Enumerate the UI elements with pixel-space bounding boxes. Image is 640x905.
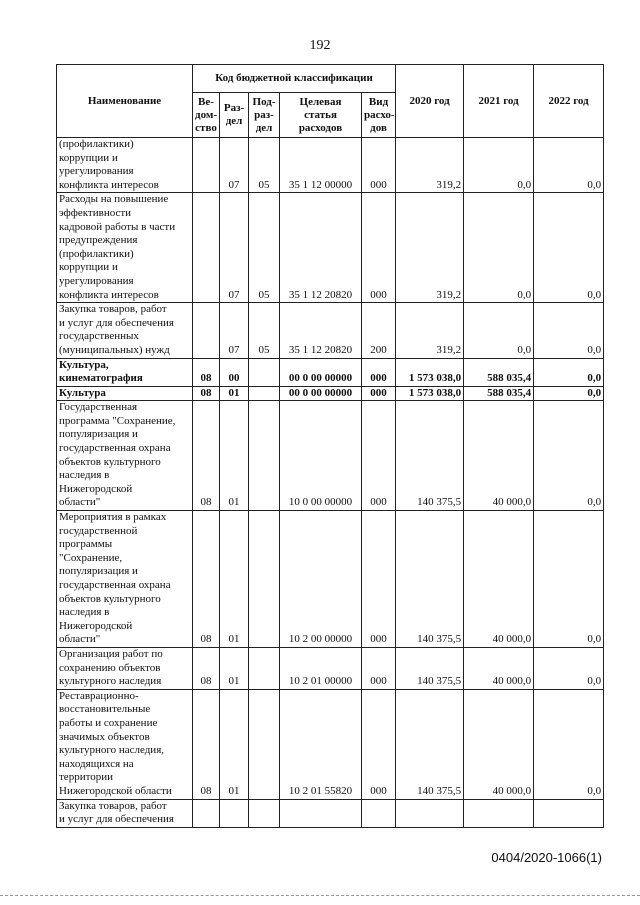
table-row bbox=[57, 303, 604, 358]
header-vedomstvo: Ве- дом- ство bbox=[193, 93, 220, 138]
target-article-cell bbox=[280, 799, 362, 827]
value-2022-cell: 0,0 bbox=[534, 303, 604, 358]
row-name-line: конфликта интересов bbox=[59, 178, 159, 191]
table-row bbox=[57, 358, 604, 386]
razdel-cell: 07 bbox=[220, 303, 249, 358]
value-2022-cell: 0,0 bbox=[534, 193, 604, 303]
value-2020-cell bbox=[396, 799, 464, 827]
expense-type-cell: 000 bbox=[362, 193, 396, 303]
row-name-line: государственная охрана bbox=[59, 579, 171, 591]
value-2020-cell: 140 375,5 bbox=[396, 401, 464, 511]
table-row bbox=[57, 689, 604, 799]
razdel-cell: 07 bbox=[220, 138, 249, 193]
row-name-cell bbox=[57, 303, 193, 358]
podrazdel-cell: 05 bbox=[249, 193, 280, 303]
row-name-line: Культура, bbox=[59, 358, 109, 371]
row-name-line: Нижегородской bbox=[59, 619, 133, 632]
vedomstvo-cell: 08 bbox=[193, 647, 220, 689]
row-name-cell bbox=[57, 799, 193, 827]
row-name-line: работы и сохранение bbox=[59, 716, 158, 729]
row-name-cell bbox=[57, 647, 193, 689]
row-name-line: Организация работ по bbox=[59, 647, 163, 660]
row-name-cell bbox=[57, 358, 193, 386]
table-row bbox=[57, 647, 604, 689]
page-number: 192 bbox=[309, 38, 331, 53]
row-name-line: государственных bbox=[59, 330, 139, 343]
target-article-cell: 10 0 00 00000 bbox=[280, 401, 362, 511]
row-name-line: территории bbox=[59, 771, 114, 784]
header-name: Наименование bbox=[57, 65, 193, 138]
target-article-cell: 00 0 00 00000 bbox=[280, 358, 362, 386]
row-name-line: культурного наследия bbox=[59, 675, 162, 688]
value-2022-cell: 0,0 bbox=[534, 386, 604, 401]
row-name-line: объектов культурного bbox=[59, 455, 161, 468]
row-name-line: и услуг для обеспечения bbox=[59, 813, 174, 826]
row-name-line: Нижегородской области bbox=[59, 784, 172, 797]
row-name-line: Нижегородской bbox=[59, 482, 133, 495]
row-name-line: урегулирования bbox=[59, 165, 134, 178]
header-target-article: Целевая статья расходов bbox=[280, 93, 362, 138]
row-name-cell bbox=[57, 138, 193, 193]
target-article-cell: 35 1 12 00000 bbox=[280, 138, 362, 193]
row-name-line: культурного наследия, bbox=[59, 744, 164, 757]
vedomstvo-cell: 08 bbox=[193, 401, 220, 511]
row-name-line: государственной bbox=[59, 524, 138, 537]
row-name-line: кадровой работы в части bbox=[59, 220, 176, 233]
target-article-cell: 00 0 00 00000 bbox=[280, 386, 362, 401]
value-2021-cell: 588 035,4 bbox=[464, 358, 534, 386]
value-2022-cell: 0,0 bbox=[534, 358, 604, 386]
row-name-line: области" bbox=[59, 496, 101, 509]
header-2020: 2020 год bbox=[396, 65, 464, 138]
budget-table bbox=[56, 64, 604, 828]
vedomstvo-cell: 08 bbox=[193, 358, 220, 386]
bottom-divider bbox=[0, 895, 640, 896]
expense-type-cell: 000 bbox=[362, 358, 396, 386]
razdel-cell: 07 bbox=[220, 193, 249, 303]
row-name-line: сохранению объектов bbox=[59, 661, 161, 674]
row-name-line: наследия в bbox=[59, 606, 110, 619]
vedomstvo-cell: 08 bbox=[193, 689, 220, 799]
podrazdel-cell bbox=[249, 799, 280, 827]
expense-type-cell: 000 bbox=[362, 511, 396, 648]
row-name-line: коррупции и bbox=[59, 261, 118, 274]
header-razdel: Раз- дел bbox=[220, 93, 249, 138]
expense-type-cell: 000 bbox=[362, 689, 396, 799]
value-2021-cell bbox=[464, 799, 534, 827]
row-name-line: (профилактики) bbox=[59, 138, 134, 150]
expense-type-cell bbox=[362, 799, 396, 827]
value-2021-cell: 40 000,0 bbox=[464, 401, 534, 511]
expense-type-cell: 000 bbox=[362, 401, 396, 511]
row-name-line: Расходы на повышение bbox=[59, 193, 169, 206]
value-2022-cell: 0,0 bbox=[534, 511, 604, 648]
row-name-line: предупреждения bbox=[59, 234, 138, 247]
expense-type-cell: 000 bbox=[362, 386, 396, 401]
table-row bbox=[57, 138, 604, 193]
value-2020-cell: 140 375,5 bbox=[396, 647, 464, 689]
header-expense-type: Вид расхо- дов bbox=[362, 93, 396, 138]
value-2022-cell: 0,0 bbox=[534, 689, 604, 799]
row-name-line: Реставрационно- bbox=[59, 689, 139, 702]
value-2021-cell: 40 000,0 bbox=[464, 511, 534, 648]
podrazdel-cell bbox=[249, 401, 280, 511]
header-2021: 2021 год bbox=[464, 65, 534, 138]
row-name-line: урегулирования bbox=[59, 274, 134, 287]
value-2022-cell bbox=[534, 799, 604, 827]
row-name-line: восстановительные bbox=[59, 703, 151, 716]
table-row bbox=[57, 193, 604, 303]
podrazdel-cell bbox=[249, 511, 280, 648]
row-name-cell bbox=[57, 386, 193, 401]
row-name-line: конфликта интересов bbox=[59, 288, 159, 301]
row-name-cell bbox=[57, 511, 193, 648]
value-2020-cell: 140 375,5 bbox=[396, 689, 464, 799]
target-article-cell: 10 2 01 00000 bbox=[280, 647, 362, 689]
razdel-cell: 01 bbox=[220, 689, 249, 799]
vedomstvo-cell bbox=[193, 799, 220, 827]
value-2021-cell: 40 000,0 bbox=[464, 689, 534, 799]
podrazdel-cell bbox=[249, 358, 280, 386]
row-name-line: популяризация и bbox=[59, 565, 138, 578]
vedomstvo-cell: 08 bbox=[193, 386, 220, 401]
value-2021-cell: 40 000,0 bbox=[464, 647, 534, 689]
vedomstvo-cell: 08 bbox=[193, 511, 220, 648]
row-name-line: области" bbox=[59, 633, 101, 646]
row-name-line: (профилактики) bbox=[59, 247, 134, 260]
razdel-cell: 01 bbox=[220, 401, 249, 511]
row-name-line: программы bbox=[59, 538, 113, 551]
row-name-line: коррупции и bbox=[59, 151, 118, 164]
value-2020-cell: 319,2 bbox=[396, 303, 464, 358]
expense-type-cell: 000 bbox=[362, 138, 396, 193]
row-name-line: "Сохранение, bbox=[59, 551, 123, 564]
row-name-line: значимых объектов bbox=[59, 730, 150, 743]
row-name-line: (муниципальных) нужд bbox=[59, 343, 170, 356]
target-article-cell: 10 2 00 00000 bbox=[280, 511, 362, 648]
row-name-line: наследия в bbox=[59, 469, 110, 482]
podrazdel-cell: 05 bbox=[249, 303, 280, 358]
value-2022-cell: 0,0 bbox=[534, 138, 604, 193]
value-2020-cell: 319,2 bbox=[396, 193, 464, 303]
target-article-cell: 10 2 01 55820 bbox=[280, 689, 362, 799]
value-2021-cell: 0,0 bbox=[464, 303, 534, 358]
value-2021-cell: 0,0 bbox=[464, 138, 534, 193]
row-name-line: популяризация и bbox=[59, 428, 138, 441]
row-name-cell bbox=[57, 193, 193, 303]
table-row bbox=[57, 386, 604, 401]
table-row bbox=[57, 799, 604, 827]
row-name-line: кинематография bbox=[59, 372, 143, 385]
row-name-line: эффективности bbox=[59, 206, 132, 219]
vedomstvo-cell bbox=[193, 138, 220, 193]
podrazdel-cell bbox=[249, 647, 280, 689]
razdel-cell: 01 bbox=[220, 647, 249, 689]
table-row bbox=[57, 401, 604, 511]
target-article-cell: 35 1 12 20820 bbox=[280, 193, 362, 303]
value-2020-cell: 319,2 bbox=[396, 138, 464, 193]
value-2022-cell: 0,0 bbox=[534, 401, 604, 511]
razdel-cell: 01 bbox=[220, 386, 249, 401]
row-name-cell bbox=[57, 401, 193, 511]
razdel-cell: 00 bbox=[220, 358, 249, 386]
row-name-line: объектов культурного bbox=[59, 592, 161, 605]
vedomstvo-cell bbox=[193, 193, 220, 303]
value-2020-cell: 1 573 038,0 bbox=[396, 358, 464, 386]
row-name-line: Закупка товаров, работ bbox=[59, 799, 167, 812]
header-2022: 2022 год bbox=[534, 65, 604, 138]
vedomstvo-cell bbox=[193, 303, 220, 358]
row-name-line: Мероприятия в рамках bbox=[59, 511, 167, 524]
podrazdel-cell: 05 bbox=[249, 138, 280, 193]
row-name-line: программа "Сохранение, bbox=[59, 414, 176, 427]
expense-type-cell: 000 bbox=[362, 647, 396, 689]
row-name-line: и услуг для обеспечения bbox=[59, 316, 174, 329]
table-body bbox=[57, 138, 604, 828]
row-name-cell bbox=[57, 689, 193, 799]
expense-type-cell: 200 bbox=[362, 303, 396, 358]
razdel-cell: 01 bbox=[220, 511, 249, 648]
row-name-line: Государственная bbox=[59, 401, 138, 414]
header-classification-group: Код бюджетной классификации bbox=[193, 65, 396, 93]
row-name-line: государственная охрана bbox=[59, 442, 171, 455]
razdel-cell bbox=[220, 799, 249, 827]
table-row bbox=[57, 511, 604, 648]
value-2020-cell: 1 573 038,0 bbox=[396, 386, 464, 401]
row-name-line: находящихся на bbox=[59, 757, 134, 770]
value-2020-cell: 140 375,5 bbox=[396, 511, 464, 648]
document-code: 0404/2020-1066(1) bbox=[491, 850, 602, 865]
row-name-line: Закупка товаров, работ bbox=[59, 303, 167, 316]
row-name-line: Культура bbox=[59, 386, 106, 399]
header-podrazdel: Под- раз- дел bbox=[249, 93, 280, 138]
value-2022-cell: 0,0 bbox=[534, 647, 604, 689]
target-article-cell: 35 1 12 20820 bbox=[280, 303, 362, 358]
value-2021-cell: 0,0 bbox=[464, 193, 534, 303]
podrazdel-cell bbox=[249, 386, 280, 401]
value-2021-cell: 588 035,4 bbox=[464, 386, 534, 401]
podrazdel-cell bbox=[249, 689, 280, 799]
